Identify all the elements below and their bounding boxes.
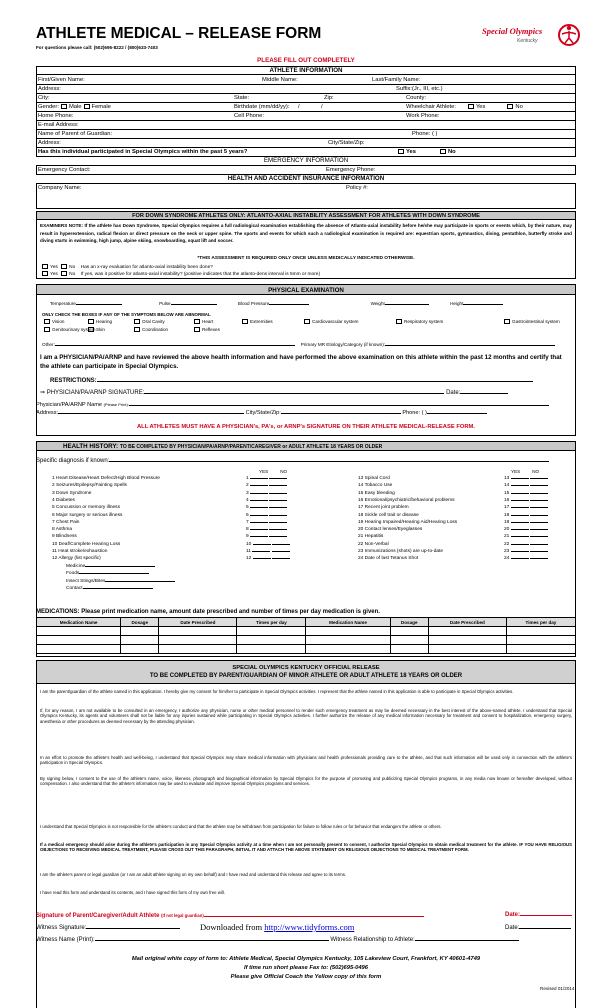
symptom-checkbox[interactable] (242, 319, 248, 324)
symptom-item[interactable] (42, 318, 64, 325)
symptom-checkbox[interactable] (504, 319, 510, 324)
symptom-item[interactable] (86, 318, 112, 325)
county-label: County: (406, 95, 426, 101)
symptom-checkbox[interactable] (134, 327, 140, 332)
physician-name-label: Physician/PA/ARNP Name (36, 402, 103, 408)
witness-name-label: Witness Name (Print): (36, 937, 95, 943)
history-answer[interactable]: 18 (504, 513, 548, 518)
witness-signature-label: Witness Signature: (36, 925, 87, 931)
female-label: Female (91, 104, 111, 110)
history-answer[interactable]: 12 (246, 556, 290, 561)
participated-yes-label: Yes (406, 149, 416, 155)
wheelchair-no-label: No (515, 104, 523, 110)
history-item-label: 5 Concussion or memory illness (52, 505, 120, 511)
history-item (358, 498, 455, 503)
symptom-checkbox[interactable] (194, 319, 200, 324)
physician-date-label: Date: (446, 390, 461, 396)
physician-certify: I am a PHYSICIAN/PA/ARNP and have reviewed the above health information and have performed the above examination on this athlete within the past 12 months and certify that the athlete can participate in Special Olympics. (40, 354, 562, 370)
symptom-checkbox[interactable] (88, 319, 94, 324)
coach-copy: Please give Official Coach the Yellow copy of this form (230, 974, 382, 980)
history-item-label: 1 Heart Disease/Heart Defect/High Blood Pressure (52, 476, 160, 481)
health-history-subtitle: TO BE COMPLETED BY PHYSICIAN/PA/ARNP/PARENT/CAREGIVER or ADULT ATHLETE 18 YEARS OR OLDER (119, 444, 383, 450)
history-answer[interactable]: 2 (246, 483, 287, 488)
insurance-heading: HEALTH AND ACCIDENT INSURANCE INFORMATION (36, 175, 576, 184)
symptom-label: Heart (202, 319, 214, 324)
medication-column-header: Dosage (121, 618, 159, 627)
history-item-label: 17 Recent joint problem (358, 505, 409, 511)
male-label: Male (68, 104, 82, 110)
history-item-label: 8 Asthma (52, 527, 72, 533)
history-item-label: 20 Contact lenses/Eyeglasses (358, 527, 423, 533)
history-answer[interactable]: 11 (246, 549, 290, 554)
history-item (358, 520, 457, 525)
left-yes-header: YES (259, 469, 269, 474)
history-item (358, 505, 409, 510)
symptom-label: Genitourinary system (52, 327, 96, 332)
history-answer[interactable]: 1 (246, 476, 287, 481)
release-p3: In an effort to promote the athlete's health and well-being, I understand that Special Olympics may share medical information with physicians and health professionals providing care to the athlete, and that such information will be used only in connection with the athlete's participation in Special Olympics. (40, 755, 572, 766)
logo-figure-icon (558, 22, 580, 48)
allergy-label: Foods (66, 571, 80, 577)
physician-signature-label: PHYSICIAN/PA/ARNP SIGNATURE: (46, 390, 145, 396)
diagnosis-label: Specific diagnosis if known: (36, 458, 110, 464)
positive-yes-checkbox[interactable] (42, 271, 48, 276)
symptom-label: Vision (52, 319, 65, 324)
history-item-label: 14 Tobacco Use (358, 483, 393, 489)
male-checkbox[interactable] (61, 104, 67, 109)
guardian-address-label: Address: (38, 140, 61, 146)
history-item (52, 513, 122, 518)
medications-label: MEDICATIONS: Please print medication name, amount date prescribed and number of times per day medication is given. (36, 609, 380, 615)
please-print-label: (Please Print): (103, 402, 129, 407)
history-item (358, 534, 383, 539)
history-item (358, 491, 395, 496)
symptom-label: Respiratory system (404, 319, 444, 324)
witness-date-label: Date: (505, 925, 520, 931)
parent-note: (If not legal guardian) (161, 913, 204, 918)
birthdate-label: Birthdate (mm/dd/yy): (234, 104, 290, 110)
history-item-label: 3 Down Syndrome (52, 490, 92, 496)
arrow-right-icon: ⇒ (40, 390, 46, 396)
weight-label: Weight (370, 301, 385, 306)
medication-column-header: Dosage (390, 618, 428, 627)
symptom-checkbox[interactable] (44, 327, 50, 332)
medication-column-header: Date Prescribed (428, 618, 506, 627)
release-p7: I am the athlete's parent or legal guardian (or I am an adult athlete signing on my own behalf) and I have read and understand this release and agree to its terms. (40, 872, 347, 877)
symptom-item[interactable] (240, 318, 273, 325)
work-phone-label: Work Phone: (406, 113, 440, 119)
xray-yes-checkbox[interactable] (42, 264, 48, 269)
symptoms-instruction: ONLY CHECK THE BOXES IF ANY OF THE SYMPTOMS BELOW ARE ABNORMAL (42, 312, 211, 317)
xray-question: Has an x-ray evaluation for atlanto-axial instability been done? (80, 265, 213, 270)
witness-relationship-label: Witness Relationship to Athlete: (330, 937, 415, 943)
history-item-label: 18 Sickle cell trait or disease (358, 512, 419, 518)
city-label: City: (38, 95, 50, 101)
symptom-checkbox[interactable] (194, 327, 200, 332)
history-answer[interactable]: 9 (246, 534, 287, 539)
symptom-item[interactable] (132, 326, 168, 333)
medication-column-header: Times per day (506, 618, 575, 627)
company-name-label: Company Name: (38, 185, 82, 191)
participated-label: Has this individual participated in Special Olympics within the past 5 years? (38, 149, 248, 155)
wheelchair-label: Wheelchair Athlete: (406, 104, 456, 110)
history-answer[interactable]: 15 (504, 491, 548, 496)
history-item-label: 21 Hepatitis (358, 534, 384, 540)
participated-no-checkbox[interactable] (440, 149, 446, 154)
history-answer[interactable]: 19 (504, 520, 548, 525)
symptom-checkbox[interactable] (88, 327, 94, 332)
history-item-label: 4 Diabetes (52, 497, 75, 503)
down-syndrome-heading: FOR DOWN SYNDROME ATHLETES ONLY: ATLANTO-AXIAL INSTABILITY ASSESSMENT FOR ATHLETES WITH DOWN SYNDROME (36, 211, 576, 220)
participated-yes-checkbox[interactable] (398, 149, 404, 154)
history-item (358, 513, 419, 518)
special-olympics-logo: Special Olympics Kentucky (482, 22, 582, 50)
history-item (52, 476, 160, 481)
history-item (52, 491, 91, 496)
emergency-heading: EMERGENCY INFORMATION (36, 157, 576, 166)
parent-date-label: Date: (505, 912, 521, 918)
positive-no-checkbox[interactable] (61, 271, 67, 276)
zip-label: Zip: (324, 95, 334, 101)
examiners-note: EXAMINERS NOTE: If the athlete has Down Syndrome, Special Olympics requires a full radiological examination establishing the absence of Atlanto-axial instability before he/she may participate in sports or events which, by their nature, may result in hyperextension, radical flexion or direct pressure on the neck or upper spine. The sports and events for which such a radiological examination is required are: equestrian sports, gymnastics, diving, pentathlon, butterfly stroke and diving starts in swimming, high jump, alpine skiing, snowboarding, squat lift and soccer. (40, 223, 572, 244)
left-no-header: NO (280, 469, 288, 474)
medication-column-header: Medication Name (37, 618, 121, 627)
history-item-label: 19 Hearing Impaired/Hearing Aid/Hearing Loss (358, 519, 458, 525)
history-item-label: 13 Spinal Cord (358, 476, 390, 481)
participated-no-label: No (448, 149, 456, 155)
release-p5: I understand that Special Olympics is not responsible for the athlete's conduct and that the athlete may be withdrawn from participation for failure to follow rules or for behavior that endangers the athlete or others. (40, 824, 442, 829)
first-name-label: First/Given Name: (38, 77, 85, 83)
symptom-label: Extremities (250, 319, 273, 324)
required-once: *THIS ASSESSMENT IS REQUIRED ONLY ONCE UNLESS MEDICALLY INDICATED OTHERWISE. (197, 256, 415, 261)
history-item (52, 556, 101, 561)
pulse-label: Pulse (159, 301, 171, 306)
history-item-label: 12 Allergy (list specific) (52, 556, 101, 562)
guardian-label: Name of Parent of Guardian: (38, 131, 113, 137)
history-item-label: 10 Deaf/Complete Hearing Loss (52, 541, 121, 547)
right-no-header: NO (532, 469, 540, 474)
history-item (52, 483, 127, 488)
history-item (358, 542, 389, 547)
history-answer[interactable]: 24 (504, 556, 548, 561)
state-label: State: (234, 95, 250, 101)
history-answer[interactable]: 8 (246, 527, 287, 532)
history-answer[interactable]: 22 (504, 542, 548, 547)
symptom-label: Skin (96, 327, 105, 332)
medication-column-header: Date Prescribed (159, 618, 237, 627)
allergy-item[interactable] (66, 564, 155, 569)
release-p8: I have read this form and understand its contents, and I have signed this form of my own free will. (40, 890, 225, 895)
symptom-checkbox[interactable] (396, 319, 402, 324)
home-phone-label: Home Phone: (38, 113, 74, 119)
history-item (52, 505, 120, 510)
history-item (358, 527, 422, 532)
athlete-info-heading: ATHLETE INFORMATION (36, 66, 576, 75)
fill-out-notice: PLEASE FILL OUT COMPLETELY (257, 57, 355, 64)
questions-phone: For questions please call: (502)695-8222 / (800)633-7403 (36, 45, 158, 50)
xray-no-checkbox[interactable] (61, 264, 67, 269)
release-subtitle: TO BE COMPLETED BY PARENT/GUARDIAN OF MINOR ATHLETE OR ADULT ATHLETE 18 YEARS OR OLDER (149, 673, 463, 679)
history-item (52, 527, 72, 532)
last-name-label: Last/Family Name: (372, 77, 421, 83)
symptom-item[interactable] (302, 318, 358, 325)
allergy-label: Contact (66, 585, 83, 591)
history-item-label: 11 Heat stroke/exhaustion (52, 549, 108, 554)
history-answer[interactable]: 20 (504, 527, 548, 532)
symptom-checkbox[interactable] (304, 319, 310, 324)
email-label: E-mail Address: (38, 122, 79, 128)
guardian-city-label: City/State/Zip: (328, 140, 365, 146)
history-item (358, 476, 390, 481)
symptom-checkbox[interactable] (134, 319, 140, 324)
allergy-item[interactable] (66, 586, 153, 591)
history-item (52, 498, 75, 503)
history-answer[interactable]: 10 (246, 542, 290, 547)
allergy-label: Insect Stings/Bites (66, 578, 106, 584)
policy-label: Policy #: (346, 185, 368, 191)
history-answer[interactable]: 5 (246, 505, 287, 510)
history-item (358, 483, 392, 488)
symptom-item[interactable] (86, 326, 105, 333)
revised-date: Revised 01/2014 (540, 986, 575, 991)
emergency-phone-label: Emergency Phone: (326, 167, 376, 173)
parent-signature-label: Signature of Parent/Caregiver/Adult Athlete (36, 913, 160, 919)
right-yes-header: YES (511, 469, 521, 474)
symptom-label: Hearing (96, 319, 113, 324)
release-title: SPECIAL OLYMPICS KENTUCKY OFFICIAL RELEASE (232, 665, 380, 671)
history-item (358, 556, 418, 561)
bp-label: Blood Pressure (237, 301, 270, 306)
release-p1: I am the parent/guardian of the athlete named in this application. I hereby give my consent for him/her to participate in Special Olympics activities. I represent that the athlete named in this application is able to participate in Special Olympics activities. (40, 689, 514, 694)
history-item (52, 534, 77, 539)
symptom-item[interactable] (502, 318, 560, 325)
female-checkbox[interactable] (84, 104, 90, 109)
physician-city-label: City/State/Zip: (245, 410, 281, 416)
medication-column-header: Times per day (237, 618, 306, 627)
release-p2: If, for any reason, I am not available to be consulted in an emergency, I authorize any physician, nurse or other medical personnel to render such emergency treatment as may be deemed necessary in the best interest of the above-named athlete. I understand that Special Olympics Kentucky, its agents and volunteers shall not be liable for any injuries sustained while participating in Special Olympics activities. I further authorize the release of any medical information necessary for treatment and consent to hospitalization, emergency surgery, anesthesia or other procedures as deemed necessary by the attending physician. (40, 708, 572, 724)
medication-column-header: Medication Name (306, 618, 390, 627)
wheelchair-yes-label: Yes (475, 104, 486, 110)
release-heading (36, 660, 576, 684)
health-history-heading (36, 441, 576, 451)
cell-phone-label: Cell Phone: (234, 113, 264, 119)
history-answer[interactable]: 4 (246, 498, 287, 503)
other-label: Other: (42, 342, 55, 347)
symptom-label: Coordination (142, 327, 169, 332)
history-item-label: 6 Major surgery or serious illness (52, 512, 123, 518)
temperature-label: Temperature (50, 301, 76, 306)
history-answer[interactable]: 21 (504, 534, 548, 539)
history-item-label: 16 Emotional/psychiatric/behavioral problems (358, 497, 455, 503)
history-item-label: 22 Non-Verbal (358, 541, 389, 547)
wheelchair-yes-checkbox[interactable] (468, 104, 474, 109)
fax-instructions: If time run short please Fax to: (502)695-0496 (243, 965, 369, 971)
allergy-item[interactable] (66, 579, 175, 584)
history-item-label: 23 Immunizations (shots) are up-to-date (358, 549, 444, 554)
history-answer[interactable]: 7 (246, 520, 287, 525)
primary-mr-label: Primary MR Etiology/Category (if known): (300, 342, 386, 347)
wheelchair-no-checkbox[interactable] (507, 104, 513, 109)
symptom-item[interactable] (192, 318, 213, 325)
symptom-item[interactable] (394, 318, 443, 325)
symptom-label: Reflexes (202, 327, 220, 332)
gender-label: Gender: (38, 104, 59, 110)
symptom-label: Oral Cavity (142, 319, 165, 324)
mail-instructions: Mail original white copy of form to: Athlete Medical, Special Olympics Kentucky, 105 Lakeview Court, Frankfort, KY 40601-4749 (131, 956, 481, 962)
symptom-item[interactable] (192, 326, 220, 333)
history-item-label: 7 Chest Pain (52, 519, 80, 525)
physician-phone-label: Phone: ( ) (402, 410, 427, 416)
symptom-label: Cardiovascular system (312, 319, 359, 324)
health-history-title: HEALTH HISTORY: (63, 443, 119, 450)
guardian-phone-label: Phone: ( ) (412, 131, 438, 137)
history-answer[interactable]: 23 (504, 549, 548, 554)
history-item-label: 24 Date of last Tetanus Shot (358, 556, 419, 562)
physical-exam-heading: PHYSICAL EXAMINATION (36, 284, 576, 295)
tidyforms-link[interactable]: http://www.tidyforms.com (264, 922, 355, 932)
allergy-label: Medicine (66, 564, 86, 569)
history-item (52, 542, 120, 547)
address-label: Address: (38, 86, 61, 92)
medications-table (36, 617, 576, 654)
symptoms-grid (42, 318, 572, 334)
history-item (52, 520, 79, 525)
symptom-checkbox[interactable] (44, 319, 50, 324)
allergy-item[interactable] (66, 571, 149, 576)
release-p6: If a medical emergency should arise during the athlete's participation in any Special Olympics activity at a time when I am not personally present to consent, I authorize Special Olympics to obtain medical treatment for the athlete. IF YOU HAVE RELIGIOUS OBJECTIONS TO RECEIVING MEDICAL TREATMENT, PLEASE CROSS OUT THIS PARAGRAPH, INITIAL IT AND ATTACH THE ABOVE STATEMENT ON RELIGIOUS OBJECTIONS TO MEDICAL TREATMENT FORM. (40, 842, 572, 853)
physician-address-label: Address: (36, 410, 59, 416)
emergency-contact-label: Emergency Contact: (38, 167, 91, 173)
history-item-label: 15 Easy bleeding (358, 490, 395, 496)
middle-name-label: Middle Name: (262, 77, 298, 83)
history-answer[interactable]: 17 (504, 505, 548, 510)
history-item (358, 549, 443, 554)
height-label: Height (450, 301, 464, 306)
history-answer[interactable]: 14 (504, 483, 548, 488)
history-answer[interactable]: 16 (504, 498, 548, 503)
downloaded-from: Downloaded from (200, 922, 263, 932)
history-answer[interactable]: 13 (504, 476, 548, 481)
history-answer[interactable]: 3 (246, 491, 287, 496)
symptom-label: Gastrointestinal system (512, 319, 560, 324)
symptom-item[interactable] (132, 318, 165, 325)
positive-question: If yes, was it positive for atlanto-axial instability? (positive indicates that the atlanto-dens interval is 5mm or more) (80, 272, 321, 277)
history-item-label: 9 Blindness (52, 534, 77, 540)
history-item-label: 2 Seizures/Epilepsy/Fainting Spells (52, 483, 127, 489)
physician-signature-notice: ALL ATHLETES MUST HAVE A PHYSICIAN's, PA's, or ARNP's SIGNATURE ON THEIR ATHLETE MEDICAL-RELEASE FORM. (136, 424, 475, 430)
suffix-label: Suffix:(Jr., III, etc.) (396, 86, 443, 92)
history-item (52, 549, 107, 554)
restrictions-label: RESTRICTIONS: (50, 378, 97, 384)
page-title: ATHLETE MEDICAL – RELEASE FORM (36, 25, 322, 42)
release-p4: By signing below, I consent to the use of the athlete's name, voice, likeness, photograph and biographical information by Special Olympics for the purpose of promoting and publicizing Special Olympics programs, in any media now known or hereafter developed, without compensation. I also understand that the athlete's information may be used to evaluate and improve Special Olympics programs and services. (40, 776, 572, 787)
history-answer[interactable]: 6 (246, 513, 287, 518)
